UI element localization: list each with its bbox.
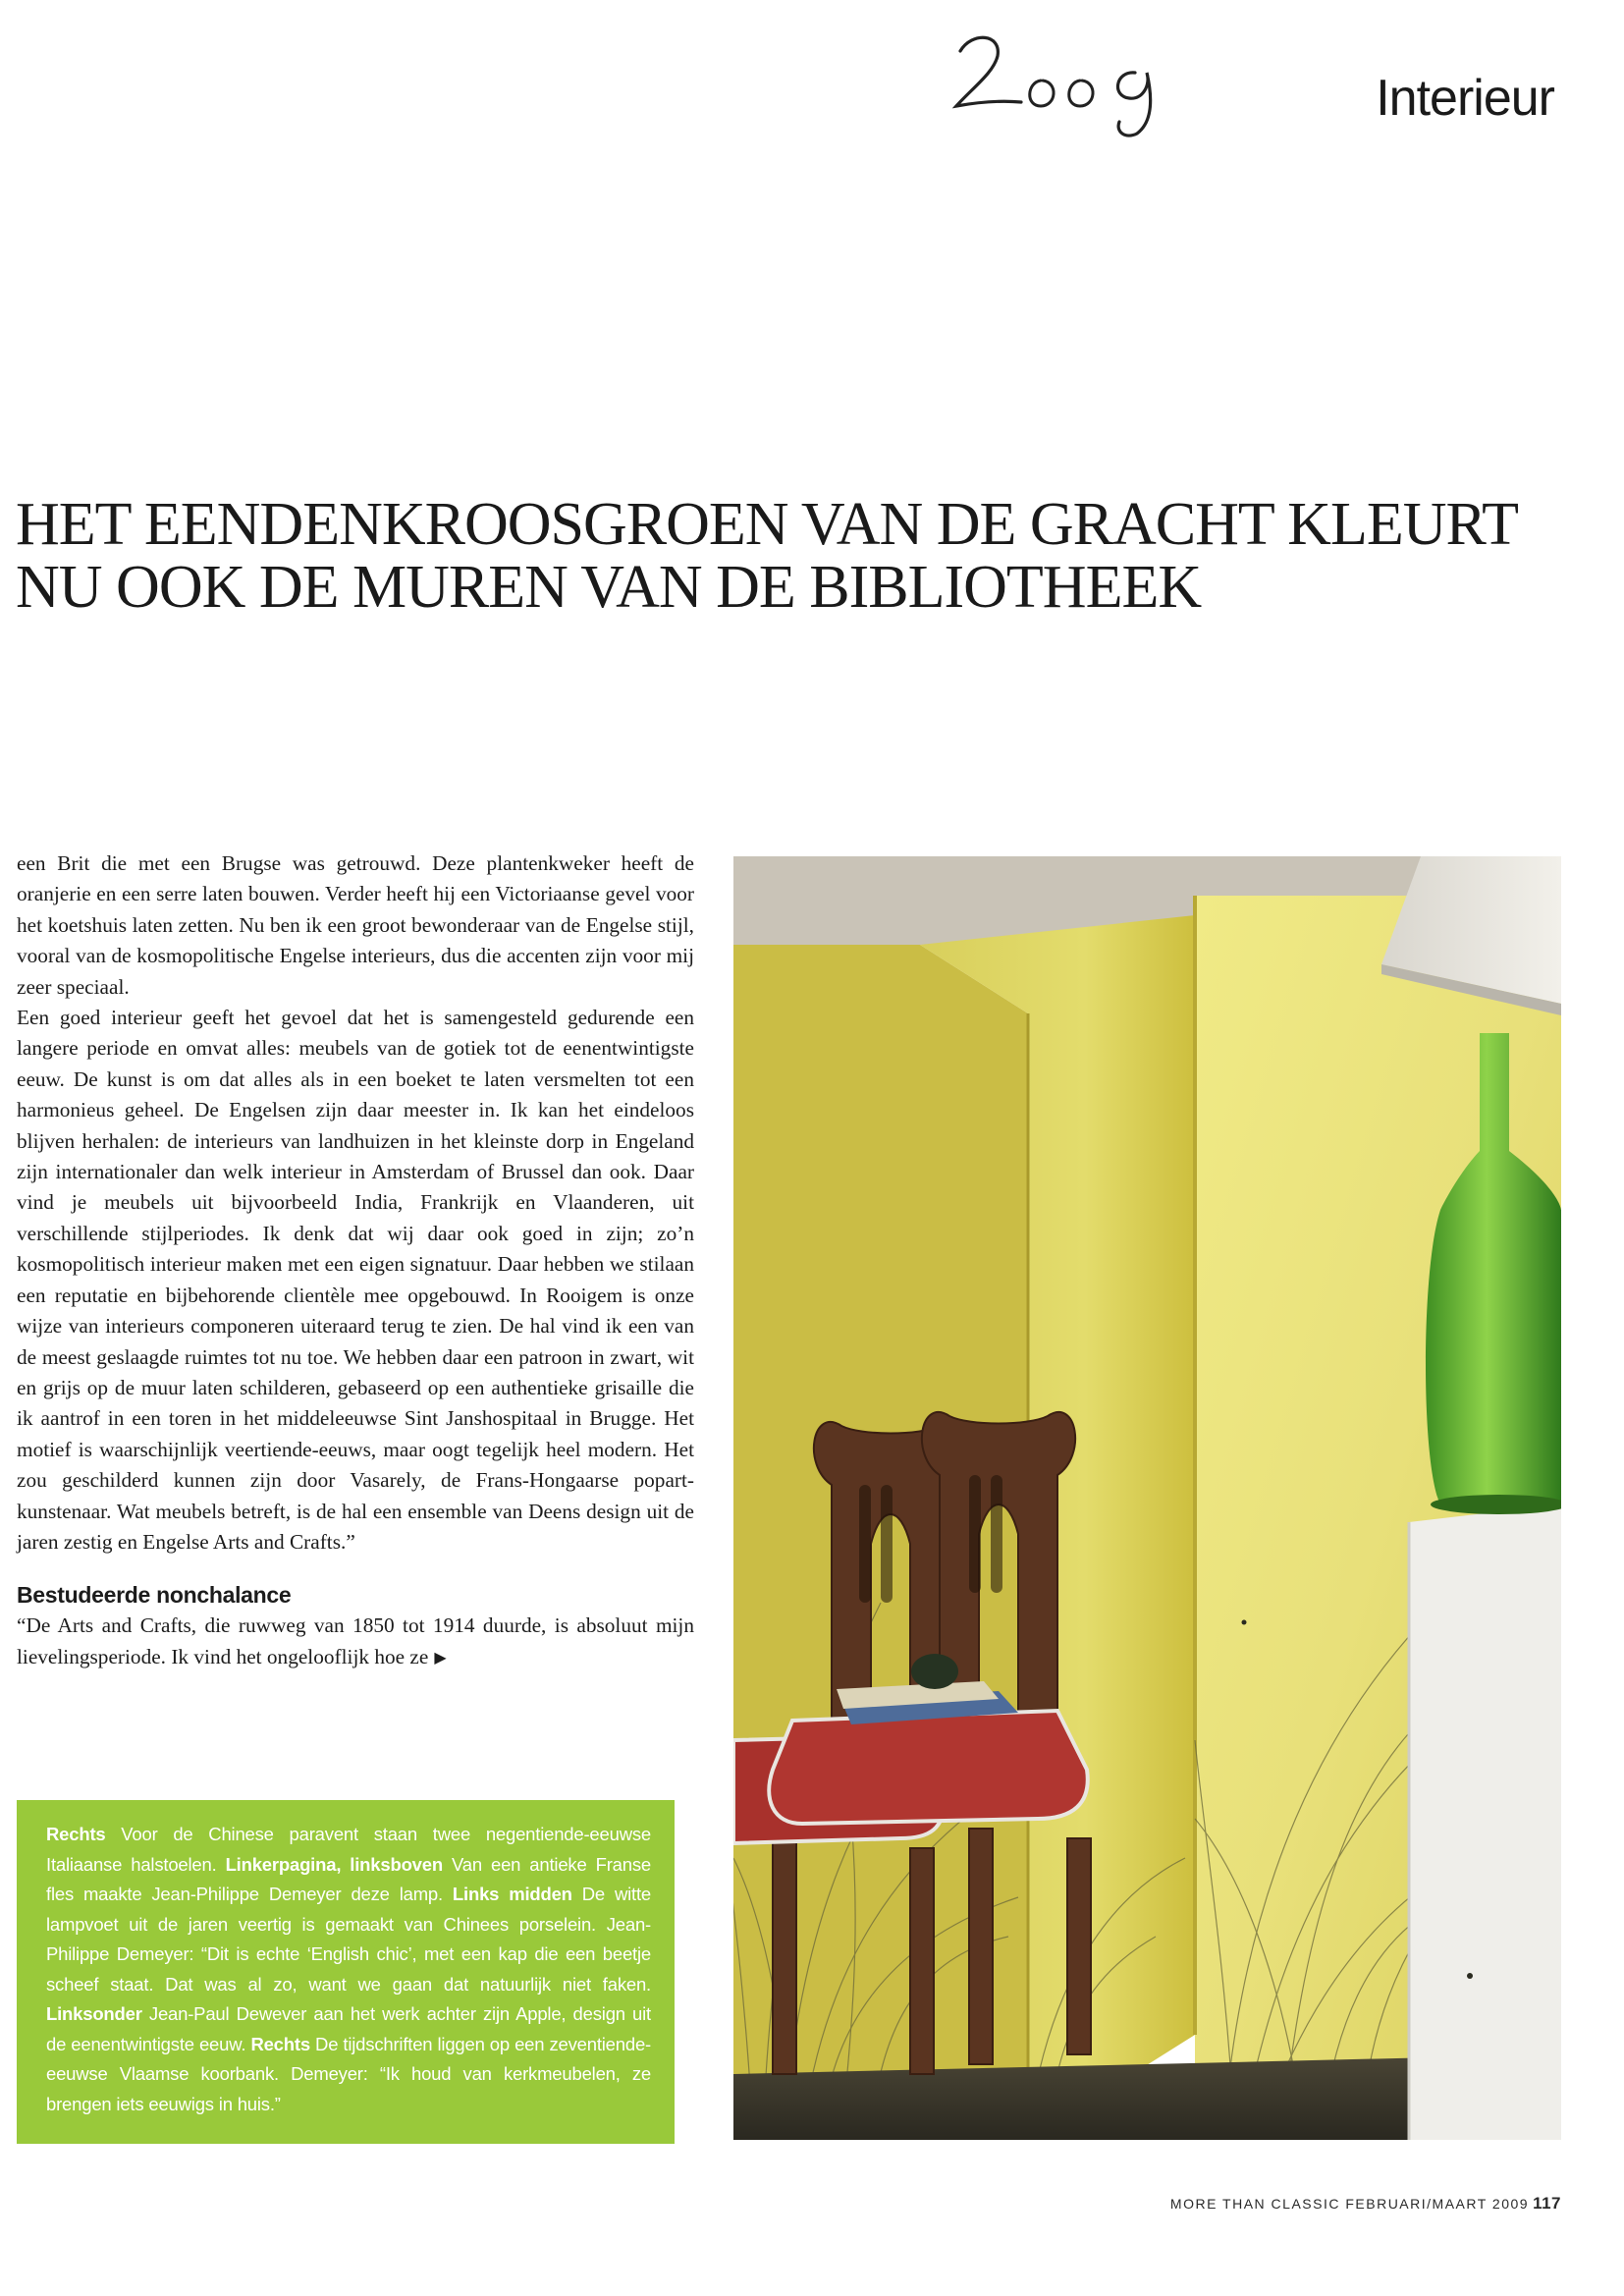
continue-arrow-icon: ▶ [434, 1649, 447, 1667]
caption-text: De witte lampvoet uit de jaren veertig is gemaakt van Chinees porselein. Jean-Philippe Demeyer: “Dit is echte ‘English chic’, met een kap die een beetje scheef staat. Dat was al zo, want we gaan dat natuurlijk niet faken. [46, 1884, 651, 1995]
interior-photo [733, 856, 1561, 2140]
handwritten-year-annotation [943, 12, 1198, 139]
headline-line-2: NU OOK DE MUREN VAN DE BIBLIOTHEEK [16, 554, 1202, 621]
body-paragraph: een Brit die met een Brugse was getrouwd. Deze plantenkweker heeft de oranjerie en een serre laten bouwen. Verder heeft hij een Victoriaanse gevel voor het koetshuis laten zetten. Nu ben ik een groot bewonderaar van de Engelse stijl, vooral van de kosmopolitische Engelse interieurs, dus die accenten zijn voor mij zeer speciaal. [17, 851, 694, 999]
caption-text: Van een antieke Franse fles maakte Jean-Philippe Demeyer deze lamp. [46, 1853, 651, 1904]
photo-caption-box [17, 1800, 675, 2144]
caption-label: Links midden [452, 1884, 572, 1904]
page-footer [1170, 2194, 1561, 2214]
caption-label: Linkerpagina, linksboven [225, 1853, 443, 1875]
article-headline [16, 493, 1606, 619]
headline-line-1: HET EENDENKROOSGROEN VAN DE GRACHT KLEURT [16, 491, 1518, 558]
article-subheading: Bestudeerde nonchalance [17, 1582, 292, 1609]
caption-label: Linksonder [46, 2003, 142, 2024]
caption-text: Voor de Chinese paravent staan twee negentiende-eeuwse Italiaanse halstoelen. [46, 1824, 651, 1875]
body-paragraph-closing [17, 1611, 694, 1673]
caption-label: Rechts [46, 1824, 106, 1844]
caption-text: De tijdschriften liggen op een zeventiende-eeuwse Vlaamse koorbank. Demeyer: “Ik houd van kerkmeubelen, ze brengen iets eeuwigs in huis.” [46, 2033, 651, 2114]
page-number: 117 [1533, 2194, 1561, 2213]
article-body [17, 848, 694, 1673]
caption-label: Rechts [250, 2033, 310, 2054]
body-paragraph: Een goed interieur geeft het gevoel dat het is samengesteld gedurende een langere periode en omvat alles: meubels van de gotiek tot de eenentwintigste eeuw. De kunst is om dat alles als in een boeket te laten versmelten tot een harmonieus geheel. De Engelsen zijn daar meester in. Ik kan het eindeloos blijven herhalen: de interieurs van landhuizen in het kleinste dorp in Engeland zijn internationaler dan welk interieur in Amsterdam of Brussel dan ook. Daar vind je meubels uit bijvoorbeeld India, Frankrijk en Vlaanderen, uit verschillende stijlperiodes. Ik denk dat wij daar ook goed in zijn; zo’n kosmopolitisch interieur maken met een eigen signatuur. Daar hebben we stilaan een reputatie en bijbehorende clientèle mee opgebouwd. In Rooigem is onze wijze van interieurs componeren uiteraard terug te zien. De hal vind ik een van de meest geslaagde ruimtes tot nu toe. We hebben daar een patroon in zwart, wit en grijs op de muur laten schilderen, gebaseerd op een authentieke grisaille die ik aantrof in een toren in het middeleeuwse Sint Janshospitaal in Brugge. Het motief is waarschijnlijk veertiende-eeuws, maar oogt tegelijk heel modern. Het zou geschilderd kunnen zijn door Vasarely, de Frans-Hongaarse popart-kunstenaar. Wat meubels betreft, is de hal een ensemble van Deens design uit de jaren zestig en Engelse Arts and Crafts.” [17, 1006, 694, 1554]
closing-text: “De Arts and Crafts, die ruwweg van 1850 tot 1914 duurde, is absoluut mijn lievelingsperiode. Ik vind het ongelooflijk hoe ze [17, 1613, 694, 1668]
section-label: Interieur [1376, 70, 1554, 127]
publication-name: MORE THAN CLASSIC FEBRUARI/MAART 2009 [1169, 2196, 1530, 2212]
caption-text: Jean-Paul Dewever aan het werk achter zijn Apple, design uit de eenentwintigste eeuw. [46, 2003, 651, 2054]
